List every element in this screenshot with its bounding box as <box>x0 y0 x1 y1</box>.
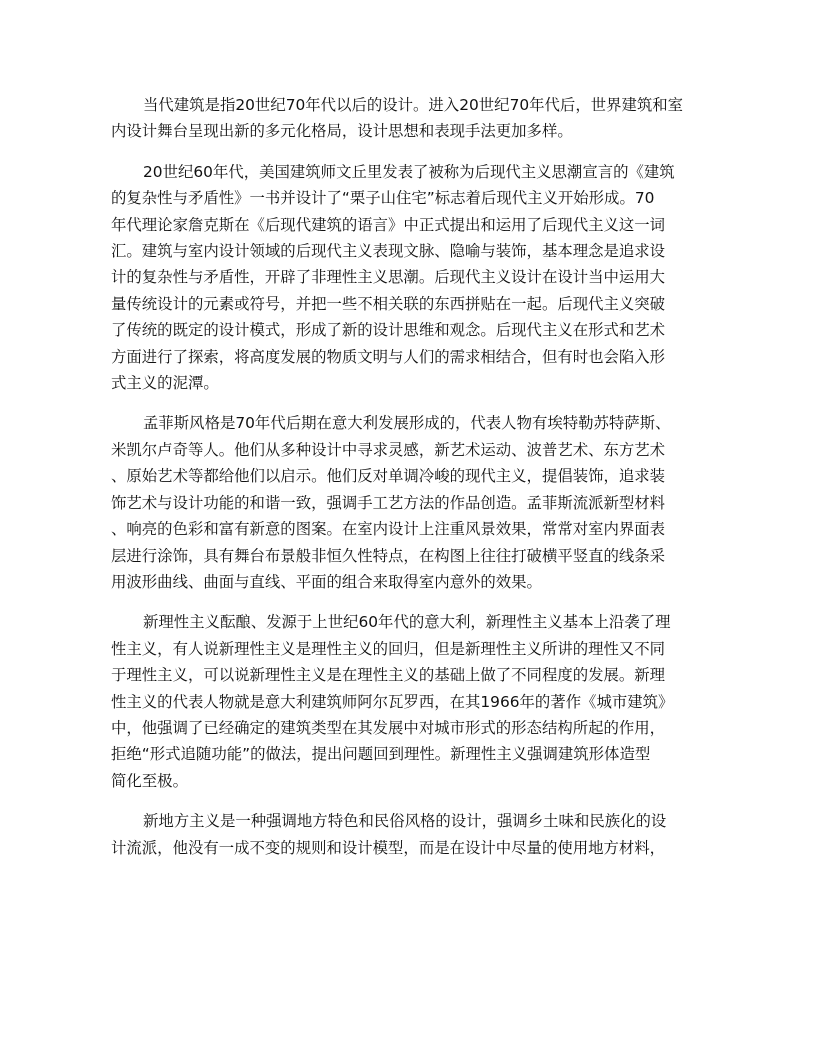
text-line: 简化至极。 <box>111 771 188 790</box>
text-line: 层进行涂饰，具有舞台布景般非恒久性特点，在构图上往往打破横平竖直的线条采 <box>111 546 666 565</box>
paragraph-neo-regionalism <box>111 808 703 861</box>
text-line: 内设计舞台呈现出新的多元化格局，设计思想和表现手法更加多样。 <box>111 122 573 141</box>
text-line: 新理性主义酝酿、发源于上世纪60年代的意大利，新理性主义基本上沿袭了理 <box>143 613 671 632</box>
text-line: 方面进行了探索，将高度发展的物质文明与人们的需求相结合，但有时也会陷入形 <box>111 347 666 366</box>
text-line: 式主义的泥潭。 <box>111 374 219 393</box>
text-line: 量传统设计的元素或符号，并把一些不相关联的东西拼贴在一起。后现代主义突破 <box>111 294 666 313</box>
paragraph-postmodernism <box>111 159 703 397</box>
text-line: 当代建筑是指20世纪70年代以后的设计。进入20世纪70年代后，世界建筑和室 <box>143 96 684 114</box>
paragraph-neorationalism <box>111 609 703 794</box>
text-line: 米凯尔卢奇等人。他们从多种设计中寻求灵感，新艺术运动、波普艺术、东方艺术 <box>111 440 666 459</box>
text-line: 了传统的既定的设计模式，形成了新的设计思维和观念。后现代主义在形式和艺术 <box>111 321 666 340</box>
text-line: 计的复杂性与矛盾性，开辟了非理性主义思潮。后现代主义设计在设计当中运用大 <box>111 268 666 287</box>
text-line: 中，他强调了已经确定的建筑类型在其发展中对城市形式的形态结构所起的作用， <box>111 718 666 737</box>
text-line: 用波形曲线、曲面与直线、平面的组合来取得室内意外的效果。 <box>111 572 542 591</box>
document-body <box>111 92 703 875</box>
text-line: 计流派，他没有一成不变的规则和设计模型，而是在设计中尽量的使用地方材料， <box>111 838 666 857</box>
text-line: 、响亮的色彩和富有新意的图案。在室内设计上注重风景效果，常常对室内界面表 <box>111 520 666 539</box>
text-line: 汇。建筑与室内设计领域的后现代主义表现文脉、隐喻与装饰，基本理念是追求设 <box>111 242 666 261</box>
paragraph-memphis-style <box>111 410 703 595</box>
text-line: 孟菲斯风格是70年代后期在意大利发展形成的，代表人物有埃特勒苏特萨斯、 <box>143 414 671 433</box>
text-line: 饰艺术与设计功能的和谐一致，强调手工艺方法的作品创造。孟菲斯流派新型材料 <box>111 493 666 512</box>
text-line: 性主义，有人说新理性主义是理性主义的回归，但是新理性主义所讲的理性又不同 <box>111 639 666 658</box>
text-line: 新地方主义是一种强调地方特色和民俗风格的设计，强调乡土味和民族化的设 <box>143 812 667 831</box>
text-line: 的复杂性与矛盾性》一书并设计了“栗子山住宅”标志着后现代主义开始形成。70 <box>111 189 655 208</box>
text-line: 于理性主义，可以说新理性主义是在理性主义的基础上做了不同程度的发展。新理 <box>111 666 666 685</box>
paragraph-contemporary-architecture <box>111 92 703 145</box>
text-line: 年代理论家詹克斯在《后现代建筑的语言》中正式提出和运用了后现代主义这一词 <box>111 215 666 234</box>
text-line: 20世纪60年代，美国建筑师文丘里发表了被称为后现代主义思潮宣言的《建筑 <box>143 162 675 181</box>
text-line: 性主义的代表人物就是意大利建筑师阿尔瓦罗西，在其1966年的著作《城市建筑》 <box>111 692 674 711</box>
text-line: 拒绝“形式追随功能”的做法，提出问题回到理性。新理性主义强调建筑形体造型 <box>111 745 651 764</box>
text-line: 、原始艺术等都给他们以启示。他们反对单调冷峻的现代主义，提倡装饰，追求装 <box>111 467 666 486</box>
